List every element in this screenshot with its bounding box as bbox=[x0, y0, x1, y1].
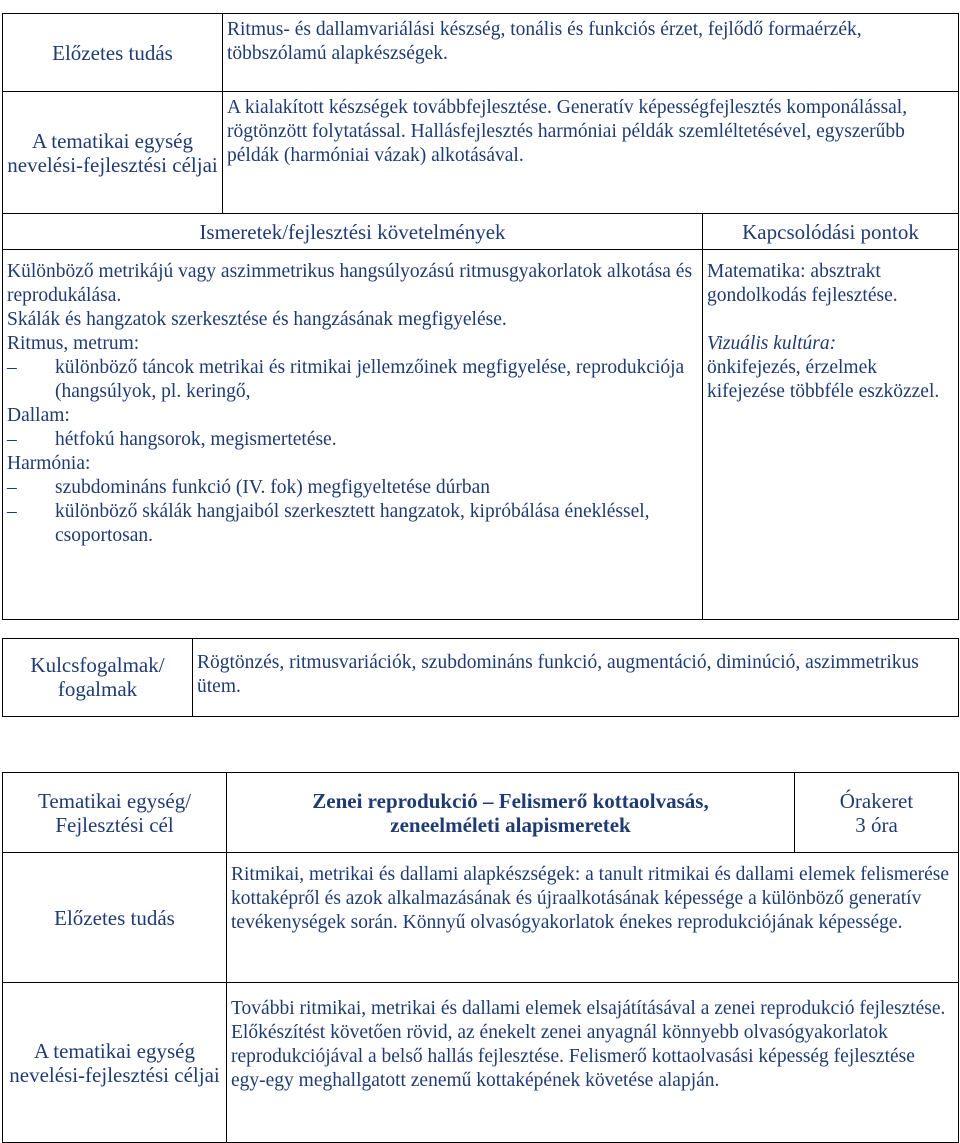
prior-knowledge-heading-2: Előzetes tudás bbox=[3, 853, 227, 983]
dash-bullet: – bbox=[7, 501, 17, 522]
rhythm-item: – különböző táncok metrikai és ritmikai jellemzőinek megfigyelése, reprodukciója (hangsúlyok, pl. keringő, bbox=[7, 357, 685, 402]
hours-label: Órakeret bbox=[839, 789, 914, 813]
key-concepts-heading: Kulcsfogalmak/ fogalmak bbox=[3, 639, 193, 717]
hours-cell bbox=[795, 773, 959, 853]
requirements-heading: Ismeretek/fejlesztési követelmények bbox=[3, 214, 703, 250]
req-paragraph-1: Különböző metrikájú vagy aszimmetrikus hangsúlyozású ritmusgyakorlatok alkotása és reprodukálása. bbox=[7, 261, 693, 306]
unit-title: Zenei reprodukció – Felismerő kottaolvasás, zeneelméleti alapismeretek bbox=[227, 773, 795, 853]
req-paragraph-2: Skálák és hangzatok szerkesztése és hangzásának megfigyelése. bbox=[7, 309, 507, 330]
prior-knowledge-text: Ritmus- és dallamvariálási készség, tonális és funkciós érzet, fejlődő formaérzék, többszólamú alapkészségek. bbox=[223, 14, 959, 92]
key-concepts-text: Rögtönzés, ritmusvariációk, szubdomináns funkció, augmentáció, diminúció, aszimmetrikus ütem. bbox=[193, 639, 959, 717]
prior-knowledge-text-2: Ritmikai, metrikai és dallami alapkészségek: a tanult ritmikai és dallami elemek felismerése kottaképről és azok alkalmazásának és újraalkotásának képessége a különböző generatív tevékenységek során. Könnyű olvasógyakorlatok énekes reprodukciójának képessége. bbox=[227, 853, 959, 983]
connection-visual-text: önkifejezés, érzelmek kifejezése többféle eszközzel. bbox=[707, 357, 940, 402]
connections-body bbox=[703, 250, 959, 620]
curriculum-table-1 bbox=[2, 13, 959, 620]
dash-bullet: – bbox=[7, 357, 17, 378]
hours-value: 3 óra bbox=[855, 813, 898, 837]
connections-heading: Kapcsolódási pontok bbox=[703, 214, 959, 250]
melody-label: Dallam: bbox=[7, 405, 70, 426]
goals-text-2: További ritmikai, metrikai és dallami elemek elsajátításával a zenei reprodukció fejlesztése. Előkészítést követően rövid, az énekelt zenei anyagnál könnyebb olvasógyakorlatok reprodukciójával a belső hallás fejlesztése. Felismerő kottaolvasási képesség fejlesztése egy-egy meghallgatott zenemű kottaképének követése alapján. bbox=[227, 983, 959, 1143]
connection-visual-label: Vizuális kultúra: bbox=[707, 333, 837, 354]
key-concepts-table bbox=[2, 638, 959, 717]
harmony-item-2: – különböző skálák hangjaiból szerkesztett hangzatok, kipróbálása énekléssel, csoportosan. bbox=[7, 501, 650, 546]
harmony-item-1: – szubdomináns funkció (IV. fok) megfigyeltetése dúrban bbox=[7, 477, 491, 498]
connection-math: Matematika: absztrakt gondolkodás fejlesztése. bbox=[707, 261, 898, 306]
prior-knowledge-heading: Előzetes tudás bbox=[3, 14, 223, 92]
rhythm-label: Ritmus, metrum: bbox=[7, 333, 140, 354]
unit-heading: Tematikai egység/ Fejlesztési cél bbox=[3, 773, 227, 853]
melody-item: – hétfokú hangsorok, megismertetése. bbox=[7, 429, 337, 450]
goals-heading-2: A tematikai egység nevelési-fejlesztési céljai bbox=[3, 983, 227, 1143]
dash-bullet: – bbox=[7, 429, 17, 450]
curriculum-table-2 bbox=[2, 772, 959, 1143]
goals-heading: A tematikai egység nevelési-fejlesztési céljai bbox=[3, 92, 223, 214]
harmony-label: Harmónia: bbox=[7, 453, 91, 474]
goals-text: A kialakított készségek továbbfejlesztése. Generatív képességfejlesztés komponálással, rögtönzött folytatással. Hallásfejlesztés harmóniai példák szemléltetésével, egyszerűbb példák (harmóniai vázak) alkotásával. bbox=[223, 92, 959, 214]
dash-bullet: – bbox=[7, 477, 17, 498]
requirements-body bbox=[3, 250, 703, 620]
